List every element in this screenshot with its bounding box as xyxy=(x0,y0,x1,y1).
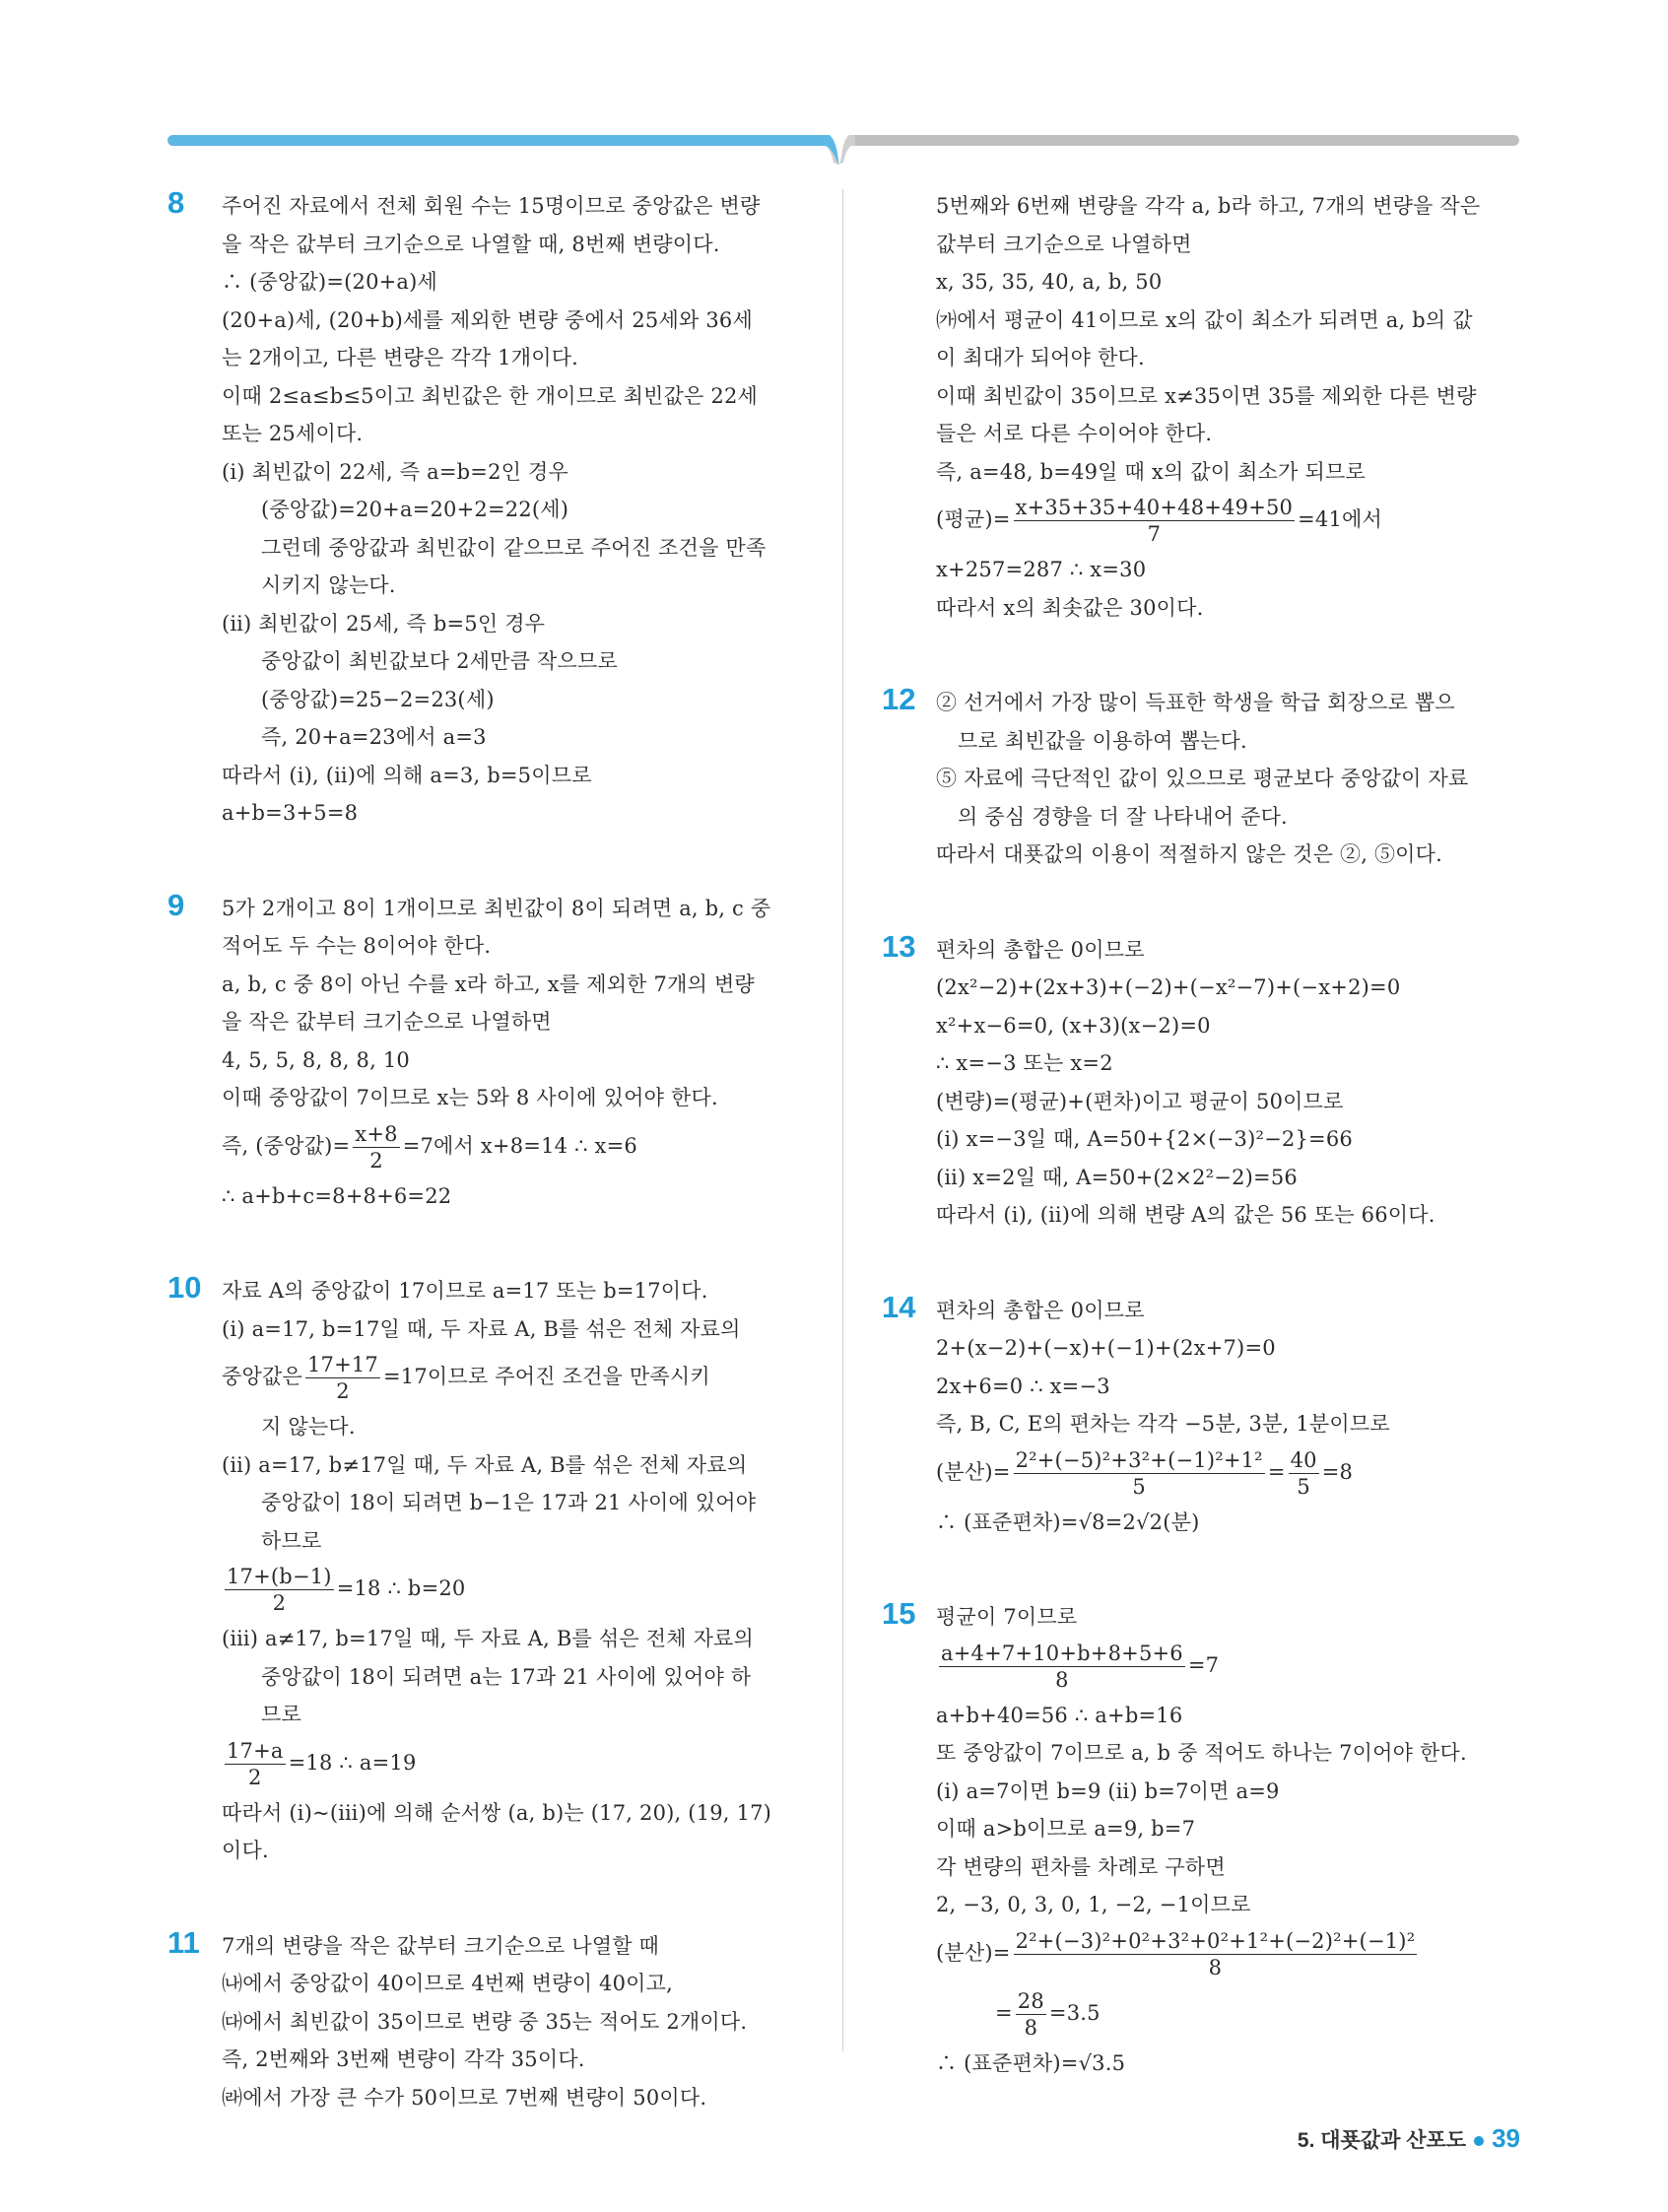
text-line: ㈐에서 최빈값이 35이므로 변량 중 35는 적어도 2개이다. xyxy=(222,2009,748,2034)
text-line: 이다. xyxy=(222,1839,269,1862)
text: =18 ∴ a=19 xyxy=(288,1750,417,1775)
denominator: 2 xyxy=(336,1379,350,1403)
text-line: 값부터 크기순으로 나열하면 xyxy=(936,232,1192,256)
problem-12 xyxy=(882,684,1522,874)
fraction xyxy=(1289,1447,1319,1500)
case-line: (ⅱ) x=2일 때, A=50+(2×2²−2)=56 xyxy=(936,1165,1298,1189)
text-line: (중앙값)=25−2=23(세) xyxy=(261,687,495,711)
text-line: 이때 중앙값이 7이므로 x는 5와 8 사이에 있어야 한다. xyxy=(222,1086,718,1109)
text: =7 xyxy=(1187,1652,1220,1677)
text-line: 평균이 7이므로 xyxy=(936,1605,1078,1629)
numerator: x+8 xyxy=(355,1121,398,1146)
text-line: 2x+6=0 ∴ x=−3 xyxy=(936,1374,1110,1398)
problem-number: 14 xyxy=(882,1289,916,1324)
text-line: 또는 25세이다. xyxy=(222,422,364,445)
text-line: 는 2개이고, 다른 변량은 각각 1개이다. xyxy=(222,346,579,369)
numerator: 28 xyxy=(1017,1988,1044,2013)
text-line: 즉, B, C, E의 편차는 각각 −5분, 3분, 1분이므로 xyxy=(936,1412,1390,1436)
case-line: (ⅰ) a=7이면 b=9 (ⅱ) b=7이면 a=9 xyxy=(936,1778,1280,1803)
text-line: 이때 2≤a≤b≤5이고 최빈값은 한 개이므로 최빈값은 22세 xyxy=(222,383,758,408)
text-line: ∴ (표준편차)=√3.5 xyxy=(936,2050,1126,2075)
text-line: 따라서 (ⅰ), (ⅱ)에 의해 a=3, b=5이므로 xyxy=(222,763,592,787)
text-line: 들은 서로 다른 수이어야 한다. xyxy=(936,422,1213,445)
fraction xyxy=(305,1352,380,1404)
text-line: 4, 5, 5, 8, 8, 8, 10 xyxy=(222,1047,410,1072)
fraction xyxy=(1016,1988,1046,2041)
denominator: 8 xyxy=(1024,2015,1038,2040)
problem-number: 11 xyxy=(167,1924,200,1960)
text-line: 므로 xyxy=(261,1703,301,1726)
problem-10 xyxy=(167,1272,808,1870)
text: = xyxy=(995,2000,1013,2025)
text-line: ㈏에서 중앙값이 40이므로 4번째 변량이 40이고, xyxy=(222,1972,674,1995)
text: (분산)= xyxy=(936,1459,1011,1484)
text: = xyxy=(1267,1459,1286,1484)
text-line: 즉, 2번째와 3번째 변량이 각각 35이다. xyxy=(222,2047,585,2071)
case-line: (ⅱ) 최빈값이 25세, 즉 b=5인 경우 xyxy=(222,611,546,636)
fraction-line xyxy=(222,1348,808,1408)
text-line: 편차의 총합은 0이므로 xyxy=(936,1298,1145,1322)
numerator: 40 xyxy=(1290,1447,1317,1472)
text-line: a+b+40=56 ∴ a+b=16 xyxy=(936,1703,1183,1727)
problem-number: 12 xyxy=(882,682,916,716)
chapter-title: 5. 대푯값과 산포도 xyxy=(1297,2129,1467,2152)
denominator: 8 xyxy=(1055,1667,1069,1692)
fraction-line xyxy=(222,1560,808,1620)
text-line: 이 최대가 되어야 한다. xyxy=(936,346,1145,369)
fraction-line xyxy=(222,1734,808,1794)
text-line: ∴ a+b+c=8+8+6=22 xyxy=(222,1183,452,1208)
denominator: 2 xyxy=(248,1765,262,1789)
problem-8 xyxy=(167,187,808,833)
text-line: 중앙값이 18이 되려면 b−1은 17과 21 사이에 있어야 xyxy=(261,1491,757,1514)
text-line: 따라서 (ⅰ)~(ⅲ)에 의해 순서쌍 (a, b)는 (17, 20), (19, 17) xyxy=(222,1800,772,1825)
text: (평균)= xyxy=(936,507,1011,531)
text-line: 따라서 x의 최솟값은 30이다. xyxy=(936,595,1204,620)
text-line: 즉, 20+a=23에서 a=3 xyxy=(261,725,487,749)
text-line: 그런데 중앙값과 최빈값이 같으므로 주어진 조건을 만족 xyxy=(261,535,767,560)
fraction xyxy=(225,1564,334,1616)
text-line: ㈑에서 가장 큰 수가 50이므로 7번째 변량이 50이다. xyxy=(222,2085,707,2110)
text-line: 5가 2개이고 8이 1개이므로 최빈값이 8이 되려면 a, b, c 중 xyxy=(222,896,771,920)
text-line: ∴ x=−3 또는 x=2 xyxy=(936,1051,1113,1075)
numerator: 17+a xyxy=(227,1738,284,1763)
text-line: ② 선거에서 가장 많이 득표한 학생을 학급 회장으로 뽑으 xyxy=(936,691,1455,714)
case-line: (ⅰ) a=17, b=17일 때, 두 자료 A, B를 섞은 전체 자료의 xyxy=(222,1316,741,1341)
numerator: x+35+35+40+48+49+50 xyxy=(1015,496,1294,519)
text-line: 2+(x−2)+(−x)+(−1)+(2x+7)=0 xyxy=(936,1336,1276,1360)
text-line: 각 변량의 편차를 차례로 구하면 xyxy=(936,1854,1226,1879)
text-line: 중앙값이 18이 되려면 a는 17과 21 사이에 있어야 하 xyxy=(261,1664,752,1689)
header-bar-left xyxy=(167,135,828,146)
case-line: (ⅰ) x=−3일 때, A=50+{2×(−3)²−2}=66 xyxy=(936,1127,1353,1151)
fraction-line xyxy=(936,1443,1522,1504)
fraction xyxy=(1014,495,1296,547)
fraction xyxy=(353,1121,399,1173)
text-line: 의 중심 경향을 더 잘 나타내어 준다. xyxy=(958,804,1288,829)
case-line: (ⅲ) a≠17, b=17일 때, 두 자료 A, B를 섞은 전체 자료의 xyxy=(222,1627,755,1650)
text-line: 2, −3, 0, 3, 0, 1, −2, −1이므로 xyxy=(936,1893,1251,1916)
denominator: 5 xyxy=(1132,1474,1146,1499)
column-divider xyxy=(842,189,843,2051)
text-line: ㈎에서 평균이 41이므로 x의 값이 최소가 되려면 a, b의 값 xyxy=(936,307,1473,332)
text-line: 5번째와 6번째 변량을 각각 a, b라 하고, 7개의 변량을 작은 xyxy=(936,194,1481,218)
fraction xyxy=(1014,1928,1418,1980)
text-line: 중앙값이 최빈값보다 2세만큼 작으므로 xyxy=(261,649,618,673)
numerator: 17+(b−1) xyxy=(227,1565,332,1588)
problem-number: 13 xyxy=(882,928,916,964)
text-line: (중앙값)=20+a=20+2=22(세) xyxy=(261,498,569,521)
text-line: (2x²−2)+(2x+3)+(−2)+(−x²−7)+(−x+2)=0 xyxy=(936,975,1401,999)
text: 중앙값은 xyxy=(222,1365,302,1388)
text-line: 적어도 두 수는 8이어야 한다. xyxy=(222,934,492,958)
text: =7에서 x+8=14 ∴ x=6 xyxy=(402,1133,637,1158)
text: =18 ∴ b=20 xyxy=(336,1576,466,1600)
text-line: 시키지 않는다. xyxy=(261,573,396,597)
fraction xyxy=(939,1641,1185,1693)
text-line: 따라서 대푯값의 이용이 적절하지 않은 것은 ②, ⑤이다. xyxy=(936,842,1442,866)
text-line: 편차의 총합은 0이므로 xyxy=(936,937,1145,962)
text-line: 지 않는다. xyxy=(261,1415,356,1439)
problem-15 xyxy=(882,1598,1522,2082)
problem-11-continued xyxy=(882,187,1522,627)
text-line: ⑤ 자료에 극단적인 값이 있으므로 평균보다 중앙값이 자료 xyxy=(936,767,1469,790)
fraction xyxy=(225,1738,286,1790)
text-line: ∴ (표준편차)=√8=2√2(분) xyxy=(936,1509,1200,1534)
text-line: (20+a)세, (20+b)세를 제외한 변량 중에서 25세와 36세 xyxy=(222,307,753,332)
right-column xyxy=(882,187,1522,2139)
denominator: 7 xyxy=(1147,522,1162,546)
fraction-line xyxy=(222,1117,808,1177)
header-bar-right xyxy=(849,135,1519,146)
text-line: ∴ (중앙값)=(20+a)세 xyxy=(222,270,438,294)
text-line: 하므로 xyxy=(261,1528,322,1553)
text-line: 주어진 자료에서 전체 회원 수는 15명이므로 중앙값은 변량 xyxy=(222,194,761,218)
numerator: a+4+7+10+b+8+5+6 xyxy=(941,1641,1183,1665)
text-line: 므로 최빈값을 이용하여 뽑는다. xyxy=(958,728,1247,753)
page-number: 39 xyxy=(1492,2123,1520,2153)
text-line: (변량)=(평균)+(편차)이고 평균이 50이므로 xyxy=(936,1089,1344,1113)
bullet-icon xyxy=(1474,2136,1484,2146)
numerator: 2²+(−5)²+3²+(−1)²+1² xyxy=(1015,1447,1263,1472)
problem-14 xyxy=(882,1289,1522,1542)
problem-9 xyxy=(167,887,808,1216)
problem-number: 10 xyxy=(167,1270,202,1305)
fraction-line xyxy=(936,491,1522,551)
problem-number: 15 xyxy=(882,1596,916,1631)
text-line: 이때 최빈값이 35이므로 x≠35이면 35를 제외한 다른 변량 xyxy=(936,383,1477,408)
page-footer xyxy=(1298,2123,1520,2154)
text: 즉, (중앙값)= xyxy=(222,1133,351,1158)
fraction xyxy=(1014,1447,1265,1500)
text: =17이므로 주어진 조건을 만족시키 xyxy=(383,1365,710,1388)
text-line: x²+x−6=0, (x+3)(x−2)=0 xyxy=(936,1013,1211,1038)
fraction-line xyxy=(936,1984,1522,2044)
text-line: 을 작은 값부터 크기순으로 나열하면 xyxy=(222,1010,552,1034)
text: (분산)= xyxy=(936,1940,1011,1965)
text-line: a, b, c 중 8이 아닌 수를 x라 하고, x를 제외한 7개의 변량 xyxy=(222,972,755,996)
numerator: 2²+(−3)²+0²+3²+0²+1²+(−2)²+(−1)² xyxy=(1015,1928,1416,1953)
text-line: 자료 A의 중앙값이 17이므로 a=17 또는 b=17이다. xyxy=(222,1279,708,1303)
text-line: 7개의 변량을 작은 값부터 크기순으로 나열할 때 xyxy=(222,1933,660,1958)
left-column xyxy=(167,187,808,2174)
text-line: 이때 a>b이므로 a=9, b=7 xyxy=(936,1817,1196,1841)
problem-number: 8 xyxy=(167,185,185,220)
denominator: 8 xyxy=(1208,1955,1223,1979)
case-line: (ⅰ) 최빈값이 22세, 즉 a=b=2인 경우 xyxy=(222,459,568,484)
numerator: 17+17 xyxy=(306,1353,378,1376)
text-line: a+b=3+5=8 xyxy=(222,801,359,825)
fraction-line xyxy=(936,1924,1522,1984)
denominator: 2 xyxy=(272,1591,287,1615)
text: =41에서 xyxy=(1298,507,1383,531)
text-line: 따라서 (ⅰ), (ⅱ)에 의해 변량 A의 값은 56 또는 66이다. xyxy=(936,1203,1435,1227)
header-notch xyxy=(822,135,855,165)
text: =8 xyxy=(1321,1459,1354,1484)
denominator: 5 xyxy=(1297,1474,1310,1499)
text-line: 을 작은 값부터 크기순으로 나열할 때, 8번째 변량이다. xyxy=(222,232,720,256)
problem-13 xyxy=(882,928,1522,1235)
fraction-line xyxy=(936,1637,1522,1697)
text-line: 즉, a=48, b=49일 때 x의 값이 최소가 되므로 xyxy=(936,459,1366,484)
case-line: (ⅱ) a=17, b≠17일 때, 두 자료 A, B를 섞은 전체 자료의 xyxy=(222,1452,748,1477)
text: =3.5 xyxy=(1048,2000,1101,2025)
denominator: 2 xyxy=(369,1148,383,1173)
text-line: x+257=287 ∴ x=30 xyxy=(936,558,1147,581)
problem-number: 9 xyxy=(167,887,185,922)
text-line: 또 중앙값이 7이므로 a, b 중 적어도 하나는 7이어야 한다. xyxy=(936,1741,1467,1765)
text-line: x, 35, 35, 40, a, b, 50 xyxy=(936,270,1163,294)
problem-11 xyxy=(167,1924,808,2117)
